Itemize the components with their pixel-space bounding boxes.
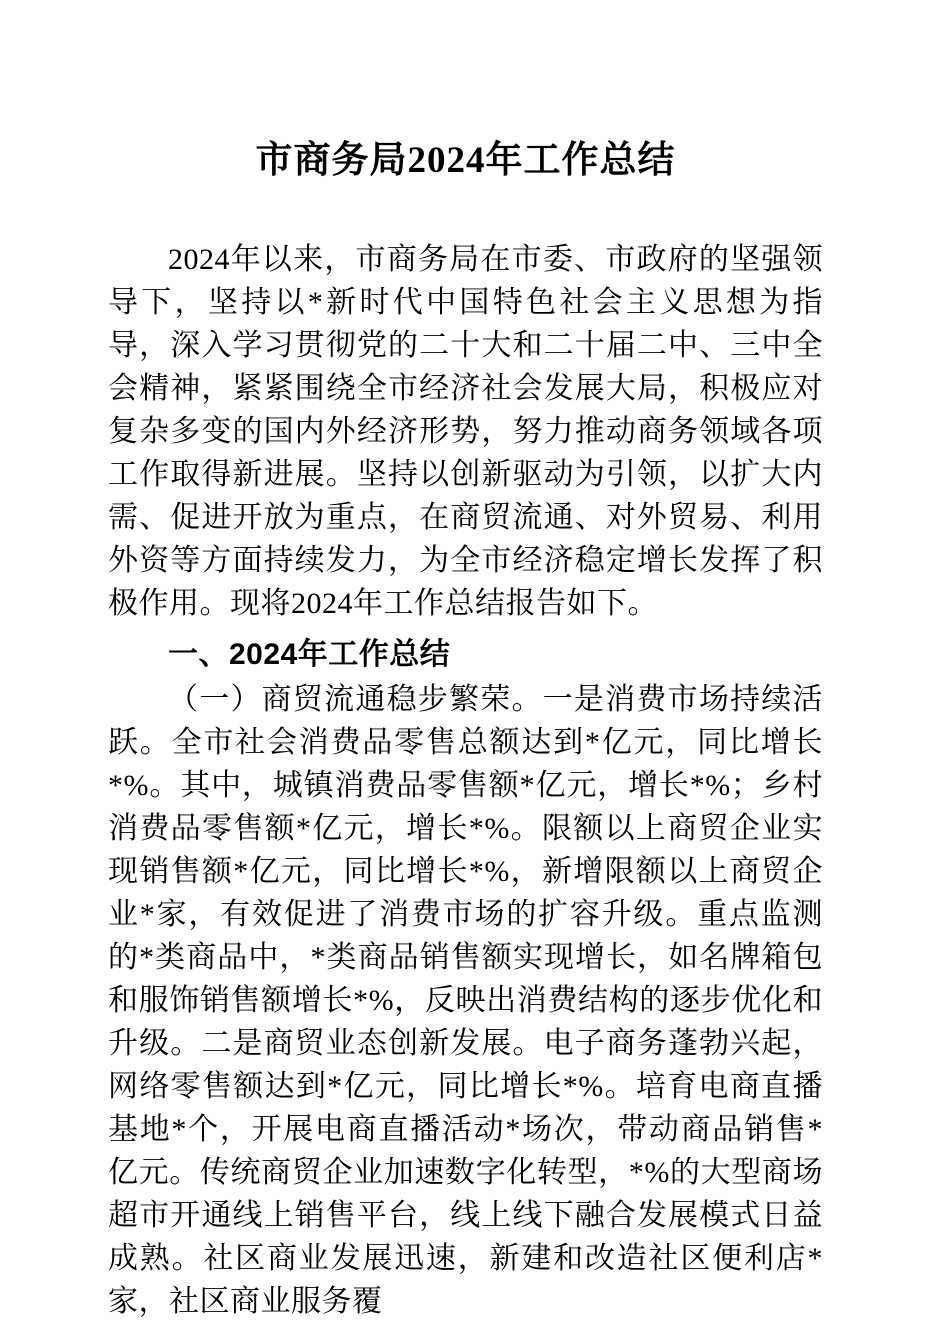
document-title: 市商务局2024年工作总结 xyxy=(255,140,676,181)
section-heading: 一、2024年工作总结 xyxy=(168,638,451,671)
intro-paragraph: 2024年以来，市商务局在市委、市政府的坚强领导下，坚持以*新时代中国特色社会主义思想为指导，深入学习贯彻党的二十大和二十届二中、三中全会精神，紧紧围绕全市经济社会发展大局，积极应对复杂多变的国内外经济形势，努力推动商务领域各项工作取得新进展。坚持以创新驱动为引领，以扩大内需、促进开放为重点，在商贸流通、对外贸易、利用外资等方面持续发力，为全市经济稳定增长发挥了积极作用。现将2024年工作总结报告如下。 xyxy=(108,243,823,620)
document-content xyxy=(108,0,823,1323)
section-paragraph: （一）商贸流通稳步繁荣。一是消费市场持续活跃。全市社会消费品零售总额达到*亿元，同比增长*%。其中，城镇消费品零售额*亿元，增长*%；乡村消费品零售额*亿元，增长*%。限额以上商贸企业实现销售额*亿元，同比增长*%，新增限额以上商贸企业*家，有效促进了消费市场的扩容升级。重点监测的*类商品中，*类商品销售额实现增长，如名牌箱包和服饰销售额增长*%，反映出消费结构的逐步优化和升级。二是商贸业态创新发展。电子商务蓬勃兴起，网络零售额达到*亿元，同比增长*%。培育电商直播基地*个，开展电商直播活动*场次，带动商品销售*亿元。传统商贸企业加速数字化转型，*%的大型商场超市开通线上销售平台，线上线下融合发展模式日益成熟。社区商业发展迅速，新建和改造社区便利店*家，社区商业服务覆 xyxy=(108,683,823,1318)
